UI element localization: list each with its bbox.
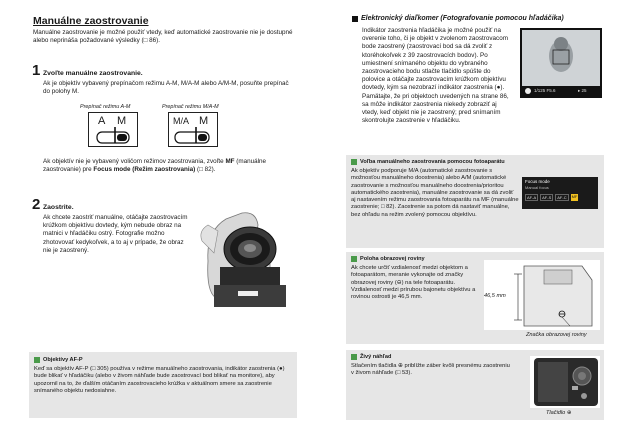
lens-focus-ring-illustration: [198, 201, 294, 309]
camera-top-illustration: [484, 260, 600, 330]
zoom-button-illustration: [530, 356, 600, 408]
live-view-title-text: Živý náhľad: [360, 354, 392, 360]
focus-mode-menu-screenshot: [522, 177, 598, 209]
manual-focus-camera-text: Ak objektív podporuje M/A (automatické zaostrovanie s možnosťou manuálneho doostrenia) alebo A/M (automatické zaostrovanie s možnosťou manuálneho doostrenia/prioritou automatického zaostrenia), manuálne zaostrovanie sa dá zvoliť aj nastavením režimu zaostrovania fotoaparátu na MF (manuálne zaostrenie; □ 82). Zaostrenie sa potom dá nastaviť manuálne, bez ohľadu na režim zvolený pomocou objektívu.: [351, 168, 519, 218]
switch-am-illustration: [88, 112, 138, 147]
intro-paragraph: Manuálne zaostrovanie je možné použiť vtedy, keď automatické zaostrovanie nie je dostupné alebo neprináša požadované výsledky (□ 86).: [33, 29, 293, 45]
rangefinder-heading-text: Elektronický diaľkomer (Fotografovanie pomocou hľadáčika): [361, 15, 564, 22]
image-plane-title: [351, 256, 425, 262]
viewfinder-readout-right: ▸ 25: [578, 88, 587, 93]
manual-focus-camera-title: [351, 159, 505, 165]
switch-am-m-label: M: [117, 115, 127, 127]
label-am-switch: Prepínač režimu A-M: [80, 104, 131, 110]
step-2-title: Zaostrite.: [43, 204, 74, 211]
focus-mode-menu-title: Focus mode: [525, 179, 550, 184]
rangefinder-heading: [352, 15, 564, 22]
switch-mam-illustration: [168, 112, 218, 147]
zoom-button-caption: Tlačidlo ⊕: [546, 410, 572, 416]
focus-option-afc: AF-C: [557, 195, 567, 200]
note-icon: [34, 357, 40, 363]
afp-note-title-text: Objektívy AF-P: [43, 357, 83, 363]
note-icon: [351, 354, 357, 360]
switch-am-a-label: A: [98, 115, 106, 127]
afp-note-box: [29, 352, 297, 418]
dimension-label: 46,5 mm: [484, 293, 506, 299]
image-plane-caption: Značka obrazovej roviny: [526, 332, 587, 338]
manual-focus-camera-title-text: Voľba manuálneho zaostrovania pomocou fotoaparátu: [360, 159, 505, 165]
afp-note-title: [34, 357, 83, 363]
live-view-text: Stlačením tlačidla ⊕ priblížte záber kvôli presnému zaostreniu v živom náhľade (□ 53).: [351, 363, 510, 377]
camera-back-drawing: [530, 356, 600, 408]
step-1-title: Zvoľte manuálne zaostrovanie.: [43, 70, 143, 77]
focus-mode-menu-sub: Manual focus: [525, 185, 549, 190]
rangefinder-text: Indikátor zaostrenia hľadáčika je možné použiť na overenie toho, či je objekt v zvolenom zaostrovacom bode zaostrený (zaostrovací bod sa dá zvoliť z ktoréhokoľvek z 39 zaostrovacích bodov). Po umiestnení snímaného objektu do vybraného zaostrovacieho bodu stlačte tlačidlo spúšte do polovice a otáčajte zaostrovacím krúžkom objektívu dovtedy, kým sa nezobrazí indikátor zaostrenia (●). Pamätajte, že pri objektoch uvedených na strane 86, sa môže indikátor zaostrenia niekedy zobraziť aj vtedy, keď objekt nie je zaostrený; pred snímaním skontrolujte zaostrenie v hľadáčiku.: [362, 27, 509, 125]
switch-am-drawing: [89, 113, 137, 146]
note-icon: [351, 159, 357, 165]
image-plane-title-text: Poloha obrazovej roviny: [360, 256, 425, 262]
focus-option-afs: AF-S: [542, 195, 552, 200]
live-view-box: [346, 350, 604, 420]
focus-option-afa: AF-A: [527, 195, 537, 200]
viewfinder-readout-left: 1/125 F5.6: [534, 88, 556, 93]
step-1-text-2: Ak objektív nie je vybavený voličom režimov zaostrovania, zvoľte MF (manuálne zaostrovanie) pre Focus mode (Režim zaostrovania) (□ 82).: [43, 158, 267, 174]
lens-hand-drawing: [198, 201, 294, 309]
viewfinder-drawing: [520, 28, 602, 98]
afp-note-text: Keď sa objektív AF-P (□ 305) používa v režime manuálneho zaostrovania, indikátor zaostrenia (●) bude blikať v hľadáčiku (alebo v živom náhľade bude zaostrovací bod blikať na monitore), aby upozornil na to, že ďalším otáčaním zaostrovacieho krúžka v aktuálnom smere sa zaostrenie snímaného objektu nedosiahne.: [34, 366, 285, 394]
step-2-text: Ak chcete zaostriť manuálne, otáčajte zaostrovacím krúžkom objektívu dovtedy, kým nebude obraz na matnici v hľadáčiku ostrý. Fotografie možno zhotovovať kedykoľvek, a to aj v prípade, že obraz nie je zaostrený.: [43, 214, 188, 254]
page-title: Manuálne zaostrovanie: [33, 15, 149, 27]
note-icon: [351, 256, 357, 262]
focus-option-mf: MF: [571, 194, 578, 199]
manual-focus-camera-box: [346, 155, 604, 248]
step-1-number: 1: [32, 62, 41, 79]
section-marker-icon: [352, 16, 358, 22]
focus-mode-options: [525, 194, 578, 201]
step-1-text: Ak je objektív vybavený prepínačom režimu A-M, M/A-M alebo A/M-M, posuňte prepínač do polohy M.: [43, 80, 289, 96]
live-view-title: [351, 354, 391, 360]
step-2-number: 2: [32, 196, 41, 213]
image-plane-box: [346, 252, 604, 344]
switch-mam-m-label: M: [199, 115, 209, 127]
label-mam-switch: Prepínač režimu M/A-M: [162, 104, 219, 110]
switch-mam-ma-label: M/A: [173, 116, 190, 126]
viewfinder-illustration: [520, 28, 602, 98]
image-plane-text: Ak chcete určiť vzdialenosť medzi objektom a fotoaparátom, meranie vykonajte od značky obrazovej roviny (⊖) na tele fotoaparátu. Vzdialenosť medzi prírubou bajonetu objektívu a rovinou ostrosti je 46,5 mm.: [351, 265, 476, 301]
